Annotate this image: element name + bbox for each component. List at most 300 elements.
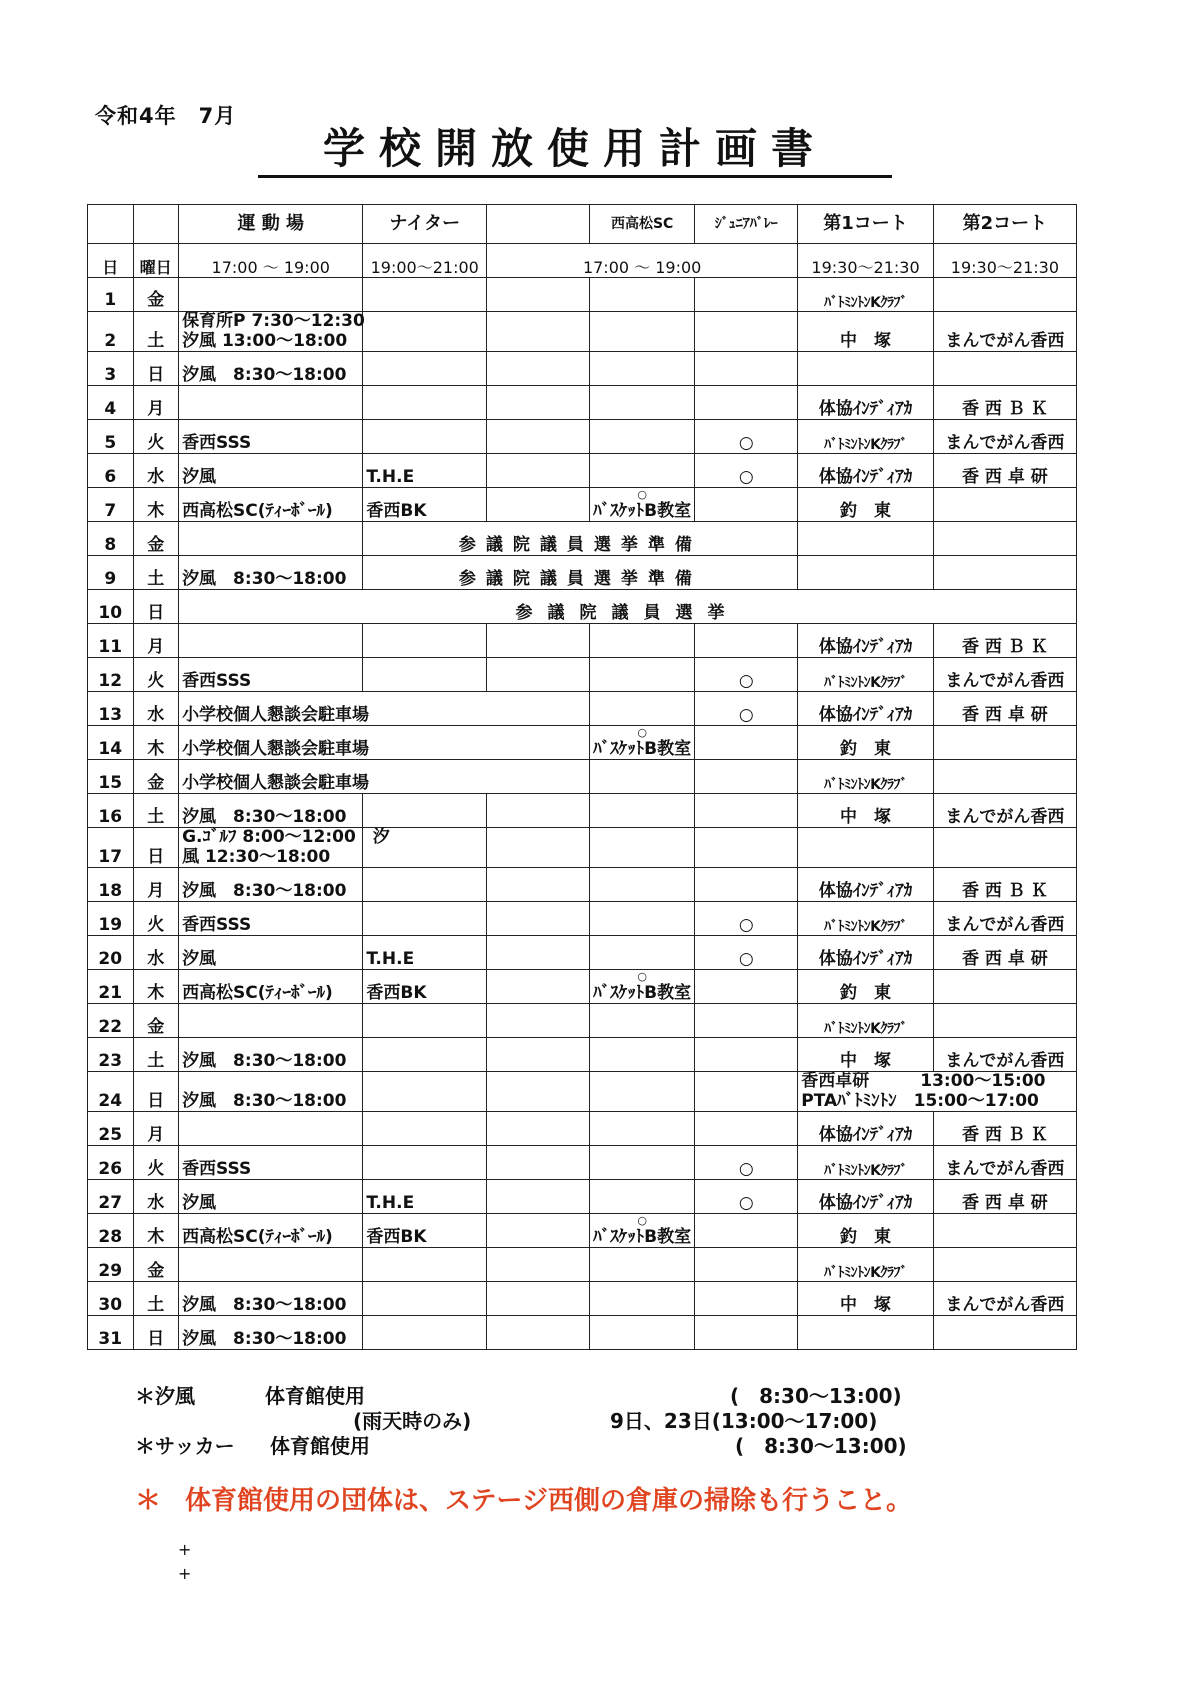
junior-volley-cell: [695, 868, 798, 902]
nishi-sc-cell: [590, 970, 695, 1004]
court-combined-cell: [798, 1072, 1077, 1112]
table-row: [88, 1038, 1077, 1072]
court-line-2: PTAﾊﾞﾄﾐﾝﾄﾝ 15:00～17:00: [801, 1090, 1039, 1111]
junior-volley-cell: [695, 794, 798, 828]
weekday-cell: 土: [133, 312, 179, 352]
table-row: [88, 1316, 1077, 1350]
court2-cell: 香 西 卓 研: [933, 454, 1076, 488]
weekday-cell: 土: [133, 794, 179, 828]
ground-line-2: 汐風 13:00～18:00: [182, 330, 348, 351]
junior-volley-cell: [695, 312, 798, 352]
parking-notice-cell: 小学校個人懇談会駐車場: [179, 760, 590, 794]
nishi-sc-cell: [590, 624, 695, 658]
day-cell: 18: [88, 868, 134, 902]
weekday-cell: 水: [133, 1180, 179, 1214]
blank-cell: [487, 1316, 590, 1350]
nighter-cell: [363, 794, 487, 828]
nighter-cell: [363, 1004, 487, 1038]
nighter-cell: [363, 312, 487, 352]
court2-cell: [933, 1004, 1076, 1038]
nishi-sc-cell: [590, 1112, 695, 1146]
table-row: [88, 760, 1077, 794]
nighter-cell: [363, 386, 487, 420]
court2-cell: [933, 726, 1076, 760]
court1-cell: 体協ｲﾝﾃﾞｨｱｶ: [798, 454, 934, 488]
nishi-sc-cell: [590, 1180, 695, 1214]
table-row: [88, 386, 1077, 420]
ground-cell: 汐風 8:30～18:00: [179, 1038, 363, 1072]
ground-cell: [179, 624, 363, 658]
court2-cell: [933, 1248, 1076, 1282]
court1-cell: 中 塚: [798, 1282, 934, 1316]
court1-cell: 体協ｲﾝﾃﾞｨｱｶ: [798, 624, 934, 658]
blank-cell: [487, 936, 590, 970]
table-row: [88, 1004, 1077, 1038]
header-court1-time: 19:30～21:30: [798, 244, 934, 278]
day-cell: 8: [88, 522, 134, 556]
ground-line-1: 保育所P 7:30～12:30: [182, 311, 365, 331]
court2-cell: [933, 556, 1076, 590]
header-court1: 第1コート: [798, 205, 934, 244]
day-cell: 16: [88, 794, 134, 828]
blank-cell: [487, 1248, 590, 1282]
page-title: 学校開放使用計画書: [258, 125, 892, 178]
ground-cell: [179, 1112, 363, 1146]
day-cell: 20: [88, 936, 134, 970]
court1-cell: 体協ｲﾝﾃﾞｨｱｶ: [798, 1180, 934, 1214]
court1-cell: ﾊﾞﾄﾐﾝﾄﾝKｸﾗﾌﾞ: [798, 420, 934, 454]
nighter-cell: [363, 1072, 487, 1112]
court1-cell: 体協ｲﾝﾃﾞｨｱｶ: [798, 692, 934, 726]
blank-cell: [487, 386, 590, 420]
nighter-cell: [363, 658, 487, 692]
day-cell: 4: [88, 386, 134, 420]
nishi-sc-text: ﾊﾞｽｹｯﾄB教室: [593, 500, 692, 521]
court1-cell: 中 塚: [798, 1038, 934, 1072]
weekday-cell: 金: [133, 760, 179, 794]
nishi-sc-cell: [590, 1248, 695, 1282]
header-blank: [487, 205, 590, 244]
table-row: [88, 1180, 1077, 1214]
blank-cell: [487, 1282, 590, 1316]
header-empty-dow: [133, 205, 179, 244]
court1-cell: 釣 東: [798, 970, 934, 1004]
plus-mark-1: +: [178, 1540, 192, 1559]
court1-cell: 釣 東: [798, 1214, 934, 1248]
nishi-sc-cell: [590, 1038, 695, 1072]
table-row: [88, 692, 1077, 726]
day-cell: 7: [88, 488, 134, 522]
nighter-cell: T.H.E: [363, 1180, 487, 1214]
blank-cell: [487, 420, 590, 454]
junior-volley-cell: [695, 1282, 798, 1316]
blank-cell: [487, 1072, 590, 1112]
junior-volley-cell: [695, 352, 798, 386]
table-row: [88, 1146, 1077, 1180]
nighter-cell: 香西BK: [363, 970, 487, 1004]
note-time-1: ( 8:30～13:00): [730, 1384, 902, 1408]
note-row-2: [135, 1405, 975, 1433]
table-row: [88, 1214, 1077, 1248]
weekday-cell: 木: [133, 726, 179, 760]
nighter-cell: [363, 278, 487, 312]
day-cell: 5: [88, 420, 134, 454]
day-cell: 28: [88, 1214, 134, 1248]
weekday-cell: 水: [133, 936, 179, 970]
junior-volley-cell: [695, 726, 798, 760]
nighter-cell: [363, 624, 487, 658]
warning-message: 体育館使用の団体は、ステージ西側の倉庫の掃除も行うこと。: [185, 1486, 912, 1516]
nishi-sc-cell: [590, 760, 695, 794]
nishi-sc-cell: [590, 1282, 695, 1316]
court2-cell: まんでがん香西: [933, 1282, 1076, 1316]
day-cell: 15: [88, 760, 134, 794]
nishi-sc-cell: [590, 454, 695, 488]
court1-cell: ﾊﾞﾄﾐﾝﾄﾝKｸﾗﾌﾞ: [798, 1004, 934, 1038]
day-cell: 27: [88, 1180, 134, 1214]
nishi-sc-cell: [590, 312, 695, 352]
era-month: 令和4年 7月: [95, 104, 237, 128]
ground-cell: 香西SSS: [179, 902, 363, 936]
nishi-sc-cell: [590, 726, 695, 760]
blank-cell: [487, 868, 590, 902]
nishi-sc-cell: [590, 936, 695, 970]
day-cell: 19: [88, 902, 134, 936]
nishi-sc-cell: [590, 1146, 695, 1180]
table-row: [88, 1112, 1077, 1146]
junior-volley-cell: [695, 970, 798, 1004]
day-cell: 2: [88, 312, 134, 352]
nishi-sc-cell: [590, 420, 695, 454]
nishi-sc-cell: [590, 1072, 695, 1112]
junior-volley-cell: ○: [695, 658, 798, 692]
court2-cell: 香 西 卓 研: [933, 936, 1076, 970]
header-court2-time: 19:30～21:30: [933, 244, 1076, 278]
ground-cell: 汐風 8:30～18:00: [179, 868, 363, 902]
weekday-cell: 月: [133, 386, 179, 420]
table-row: [88, 1282, 1077, 1316]
nighter-cell: 香西BK: [363, 1214, 487, 1248]
header-nishi-sc: 西高松SC: [590, 205, 695, 244]
day-cell: 31: [88, 1316, 134, 1350]
warning-star: ＊: [135, 1486, 162, 1516]
nishi-sc-cell: [590, 692, 695, 726]
nighter-cell: T.H.E: [363, 454, 487, 488]
table-row: [88, 868, 1077, 902]
ground-cell: 汐風 8:30～18:00: [179, 556, 363, 590]
court1-cell: ﾊﾞﾄﾐﾝﾄﾝKｸﾗﾌﾞ: [798, 760, 934, 794]
court1-cell: 釣 東: [798, 488, 934, 522]
schedule-table: [87, 204, 1077, 1350]
day-cell: 12: [88, 658, 134, 692]
nishi-sc-cell: [590, 386, 695, 420]
court1-cell: ﾊﾞﾄﾐﾝﾄﾝKｸﾗﾌﾞ: [798, 278, 934, 312]
table-row: [88, 658, 1077, 692]
note-use-gym-2: 体育館使用: [270, 1434, 370, 1458]
circle-mark: ○: [637, 1214, 647, 1228]
court2-cell: まんでがん香西: [933, 312, 1076, 352]
court1-cell: ﾊﾞﾄﾐﾝﾄﾝKｸﾗﾌﾞ: [798, 658, 934, 692]
blank-cell: [487, 902, 590, 936]
junior-volley-cell: [695, 1316, 798, 1350]
header-nighter-time: 19:00～21:00: [363, 244, 487, 278]
nighter-cell: [363, 902, 487, 936]
election-prep-cell: 参議院議員選挙準備: [363, 556, 798, 590]
day-cell: 13: [88, 692, 134, 726]
court2-cell: [933, 760, 1076, 794]
blank-cell: [487, 312, 590, 352]
note-use-gym: 体育館使用: [265, 1384, 365, 1408]
day-cell: 30: [88, 1282, 134, 1316]
ground-cell: 香西SSS: [179, 420, 363, 454]
table-row: [88, 1248, 1077, 1282]
junior-volley-cell: ○: [695, 1180, 798, 1214]
header-day: 日: [88, 244, 134, 278]
ground-cell: [179, 1248, 363, 1282]
day-cell: 11: [88, 624, 134, 658]
day-cell: 9: [88, 556, 134, 590]
day-cell: 10: [88, 590, 134, 624]
weekday-cell: 土: [133, 1282, 179, 1316]
blank-cell: [487, 1038, 590, 1072]
notes: [135, 1380, 975, 1458]
day-cell: 24: [88, 1072, 134, 1112]
ground-cell: 香西SSS: [179, 1146, 363, 1180]
junior-volley-cell: [695, 1248, 798, 1282]
nishi-sc-text: ﾊﾞｽｹｯﾄB教室: [593, 982, 692, 1003]
court2-cell: まんでがん香西: [933, 420, 1076, 454]
note-org-soccer: ＊サッカー: [135, 1434, 235, 1458]
nishi-sc-cell: [590, 278, 695, 312]
circle-mark: ○: [637, 487, 647, 501]
day-cell: 6: [88, 454, 134, 488]
table-row: [88, 488, 1077, 522]
court2-cell: まんでがん香西: [933, 1038, 1076, 1072]
day-cell: 25: [88, 1112, 134, 1146]
weekday-cell: 火: [133, 420, 179, 454]
day-cell: 26: [88, 1146, 134, 1180]
ground-cell: [179, 278, 363, 312]
court1-cell: ﾊﾞﾄﾐﾝﾄﾝKｸﾗﾌﾞ: [798, 902, 934, 936]
ground-cell: 香西SSS: [179, 658, 363, 692]
ground-cell: 汐風: [179, 936, 363, 970]
nishi-sc-text: ﾊﾞｽｹｯﾄB教室: [593, 1226, 692, 1247]
table-row: [88, 454, 1077, 488]
nighter-cell: [363, 352, 487, 386]
day-cell: 23: [88, 1038, 134, 1072]
court2-cell: 香 西 Ｂ Ｋ: [933, 868, 1076, 902]
weekday-cell: 日: [133, 1072, 179, 1112]
table-row: [88, 278, 1077, 312]
note-row-1: [135, 1380, 975, 1408]
circle-mark: ○: [637, 970, 647, 983]
blank-cell: [487, 454, 590, 488]
blank-cell: [487, 488, 590, 522]
election-prep-cell: 参議院議員選挙準備: [363, 522, 798, 556]
nighter-cell: [363, 1248, 487, 1282]
court1-cell: 体協ｲﾝﾃﾞｨｱｶ: [798, 1112, 934, 1146]
blank-cell: [487, 794, 590, 828]
table-row: [88, 828, 1077, 868]
court1-cell: 釣 東: [798, 726, 934, 760]
nishi-sc-cell: [590, 352, 695, 386]
weekday-cell: 火: [133, 902, 179, 936]
table-row: [88, 794, 1077, 828]
court2-cell: 香 西 Ｂ Ｋ: [933, 624, 1076, 658]
table-row: [88, 936, 1077, 970]
weekday-cell: 水: [133, 692, 179, 726]
court2-cell: まんでがん香西: [933, 658, 1076, 692]
day-cell: 21: [88, 970, 134, 1004]
blank-cell: [487, 1214, 590, 1248]
ground-cell: 汐風 8:30～18:00: [179, 1282, 363, 1316]
weekday-cell: 金: [133, 1248, 179, 1282]
ground-cell: 汐風 8:30～18:00: [179, 1316, 363, 1350]
junior-volley-cell: [695, 278, 798, 312]
weekday-cell: 火: [133, 1146, 179, 1180]
note-row-3: [135, 1430, 975, 1458]
table-row: [88, 590, 1077, 624]
blank-cell: [487, 1112, 590, 1146]
day-cell: 17: [88, 828, 134, 868]
nishi-sc-cell: [590, 828, 695, 868]
blank-cell: [487, 970, 590, 1004]
blank-cell: [487, 1180, 590, 1214]
header-nighter: ナイター: [363, 205, 487, 244]
ground-line-1: G.ｺﾞﾙﾌ 8:00～12:00 汐: [182, 827, 390, 848]
nishi-sc-cell: [590, 488, 695, 522]
court1-cell: ﾊﾞﾄﾐﾝﾄﾝKｸﾗﾌﾞ: [798, 1248, 934, 1282]
parking-notice-cell: 小学校個人懇談会駐車場: [179, 692, 590, 726]
court2-cell: 香 西 卓 研: [933, 692, 1076, 726]
weekday-cell: 木: [133, 488, 179, 522]
circle-mark: ○: [637, 725, 647, 739]
weekday-cell: 金: [133, 278, 179, 312]
nighter-cell: [363, 1282, 487, 1316]
junior-volley-cell: [695, 1038, 798, 1072]
junior-volley-cell: [695, 828, 798, 868]
court2-cell: [933, 488, 1076, 522]
ground-cell: 西高松SC(ﾃｨｰﾎﾞｰﾙ): [179, 488, 363, 522]
blank-cell: [487, 658, 590, 692]
header-gym-time: 17:00 ～ 19:00: [487, 244, 798, 278]
junior-volley-cell: ○: [695, 902, 798, 936]
court1-cell: [798, 556, 934, 590]
blank-cell: [487, 1004, 590, 1038]
court2-cell: [933, 522, 1076, 556]
nishi-sc-text: ﾊﾞｽｹｯﾄB教室: [593, 738, 692, 759]
day-cell: 3: [88, 352, 134, 386]
ground-cell: 西高松SC(ﾃｨｰﾎﾞｰﾙ): [179, 970, 363, 1004]
header-junior-volley: ｼﾞｭﾆｱﾊﾞﾚｰ: [695, 205, 798, 244]
nighter-cell: 香西BK: [363, 488, 487, 522]
nighter-cell: [363, 1146, 487, 1180]
nishi-sc-cell: [590, 658, 695, 692]
nishi-sc-cell: [590, 1004, 695, 1038]
nighter-cell: [363, 1112, 487, 1146]
junior-volley-cell: ○: [695, 420, 798, 454]
junior-volley-cell: [695, 1214, 798, 1248]
weekday-cell: 火: [133, 658, 179, 692]
plus-mark-2: +: [178, 1564, 192, 1583]
table-row: [88, 312, 1077, 352]
court2-cell: [933, 278, 1076, 312]
court1-cell: [798, 522, 934, 556]
ground-line-2: 風 12:30～18:00: [182, 846, 331, 867]
nishi-sc-cell: [590, 902, 695, 936]
court2-cell: [933, 970, 1076, 1004]
parking-notice-cell: 小学校個人懇談会駐車場: [179, 726, 590, 760]
junior-volley-cell: ○: [695, 692, 798, 726]
election-day-cell: 参議院議員選挙: [179, 590, 1077, 624]
table-row: [88, 1072, 1077, 1112]
court-line-1: 香西卓研 13:00～15:00: [801, 1071, 1046, 1092]
court1-cell: 中 塚: [798, 312, 934, 352]
nishi-sc-cell: [590, 868, 695, 902]
note-rain-only: (雨天時のみ): [353, 1409, 472, 1433]
court1-cell: 体協ｲﾝﾃﾞｨｱｶ: [798, 868, 934, 902]
nishi-sc-cell: [590, 794, 695, 828]
court2-cell: [933, 1316, 1076, 1350]
blank-cell: [487, 624, 590, 658]
ground-cell: [179, 386, 363, 420]
junior-volley-cell: ○: [695, 1146, 798, 1180]
blank-cell: [487, 278, 590, 312]
table-row: [88, 970, 1077, 1004]
weekday-cell: 金: [133, 522, 179, 556]
ground-cell: [179, 312, 363, 352]
weekday-cell: 土: [133, 556, 179, 590]
ground-cell: 西高松SC(ﾃｨｰﾎﾞｰﾙ): [179, 1214, 363, 1248]
header-ground-time: 17:00 ～ 19:00: [179, 244, 363, 278]
table-row: [88, 902, 1077, 936]
court1-cell: [798, 352, 934, 386]
ground-cell: 汐風: [179, 1180, 363, 1214]
table-row: [88, 726, 1077, 760]
junior-volley-cell: [695, 624, 798, 658]
court1-cell: 体協ｲﾝﾃﾞｨｱｶ: [798, 386, 934, 420]
weekday-cell: 木: [133, 970, 179, 1004]
nighter-cell: [363, 868, 487, 902]
nighter-cell: T.H.E: [363, 936, 487, 970]
header-dow: 曜日: [133, 244, 179, 278]
nishi-sc-cell: [590, 1316, 695, 1350]
court2-cell: まんでがん香西: [933, 794, 1076, 828]
court2-cell: まんでがん香西: [933, 1146, 1076, 1180]
ground-cell: [179, 827, 390, 868]
weekday-cell: 木: [133, 1214, 179, 1248]
blank-cell: [487, 352, 590, 386]
ground-cell: 汐風 8:30～18:00: [179, 352, 363, 386]
court2-cell: まんでがん香西: [933, 902, 1076, 936]
court1-cell: 体協ｲﾝﾃﾞｨｱｶ: [798, 936, 934, 970]
weekday-cell: 月: [133, 624, 179, 658]
nishi-sc-cell: [590, 1214, 695, 1248]
junior-volley-cell: ○: [695, 454, 798, 488]
table-row: [88, 624, 1077, 658]
nighter-cell: [363, 1038, 487, 1072]
junior-volley-cell: [695, 1112, 798, 1146]
nighter-cell: [363, 420, 487, 454]
ground-cell: 汐風 8:30～18:00: [179, 1072, 363, 1112]
ground-cell: [179, 522, 363, 556]
header-court2: 第2コート: [933, 205, 1076, 244]
ground-cell: [179, 1004, 363, 1038]
day-cell: 22: [88, 1004, 134, 1038]
table-row: [88, 420, 1077, 454]
note-time-2: 9日、23日(13:00～17:00): [610, 1409, 878, 1433]
header-ground: 運 動 場: [179, 205, 363, 244]
